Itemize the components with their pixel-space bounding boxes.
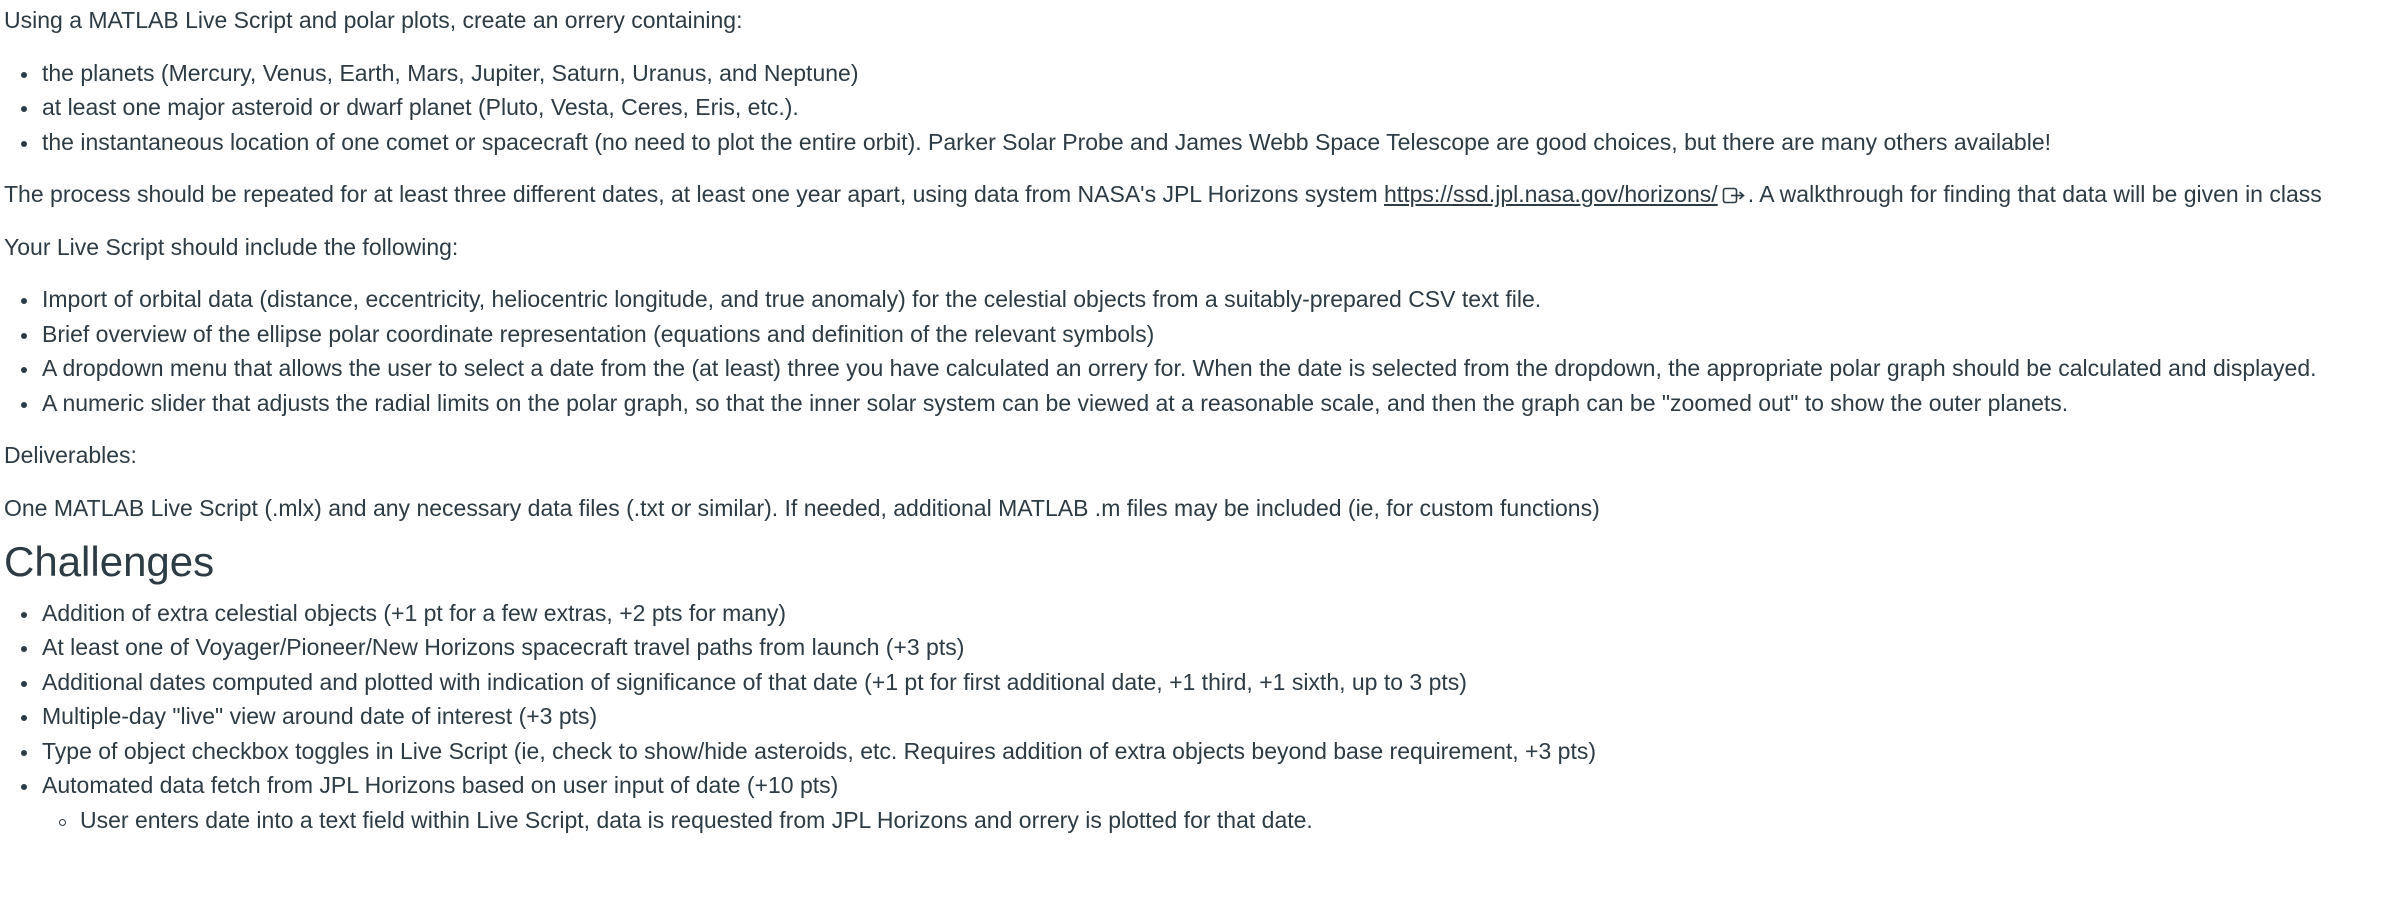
list-item: Multiple-day "live" view around date of interest (+3 pts) — [42, 699, 2394, 734]
list-item: the planets (Mercury, Venus, Earth, Mars, Jupiter, Saturn, Uranus, and Neptune) — [42, 56, 2394, 91]
list-item: Addition of extra celestial objects (+1 pt for a few extras, +2 pts for many) — [42, 596, 2394, 631]
challenges-heading: Challenges — [4, 538, 215, 585]
list-item: A numeric slider that adjusts the radial limits on the polar graph, so that the inner solar system can be viewed at a reasonable scale, and then the graph can be "zoomed out" to show the outer planets. — [42, 386, 2394, 421]
external-link-icon[interactable] — [1722, 180, 1748, 200]
assignment-content — [4, 0, 2394, 837]
deliverables-label: Deliverables: — [4, 442, 137, 468]
challenge-item-text: Automated data fetch from JPL Horizons based on user input of date (+10 pts) — [42, 772, 839, 799]
list-item: Import of orbital data (distance, eccentricity, heliocentric longitude, and true anomaly) for the celestial objects from a suitably-prepared CSV text file. — [42, 282, 2394, 317]
list-item: Type of object checkbox toggles in Live Script (ie, check to show/hide asteroids, etc. Requires addition of extra objects beyond base requirement, +3 pts) — [42, 734, 2394, 769]
list-item: Brief overview of the ellipse polar coordinate representation (equations and definition of the relevant symbols) — [42, 317, 2394, 352]
list-item: at least one major asteroid or dwarf planet (Pluto, Vesta, Ceres, Eris, etc.). — [42, 90, 2394, 125]
intro-text: Using a MATLAB Live Script and polar plots, create an orrery containing: — [4, 7, 743, 33]
list-item — [42, 768, 2394, 837]
list-item: the instantaneous location of one comet or spacecraft (no need to plot the entire orbit). Parker Solar Probe and James Webb Space Telescope are good choices, but there are many others available! — [42, 125, 2394, 160]
process-text-after: . A walkthrough for finding that data will be given in class — [1747, 181, 2322, 207]
horizons-link[interactable]: https://ssd.jpl.nasa.gov/horizons/ — [1384, 181, 1718, 207]
list-item: Additional dates computed and plotted with indication of significance of that date (+1 pt for first additional date, +1 third, +1 sixth, up to 3 pts) — [42, 665, 2394, 700]
challenge-sublist — [42, 803, 2394, 838]
list-item: At least one of Voyager/Pioneer/New Horizons spacecraft travel paths from launch (+3 pts) — [42, 630, 2394, 665]
process-paragraph — [4, 177, 2394, 212]
list-item: A dropdown menu that allows the user to select a date from the (at least) three you have calculated an orrery for. When the date is selected from the dropdown, the appropriate polar graph should be calculated and displayed. — [42, 351, 2394, 386]
challenges-list — [4, 596, 2394, 838]
include-intro: Your Live Script should include the following: — [4, 233, 459, 260]
include-list — [4, 282, 2394, 420]
deliverables-text: One MATLAB Live Script (.mlx) and any necessary data files (.txt or similar). If needed, additional MATLAB .m files may be included (ie, for custom functions) — [4, 494, 1600, 521]
requirements-list — [4, 56, 2394, 160]
process-text-before: The process should be repeated for at least three different dates, at least one year apart, using data from NASA's JPL Horizons system — [4, 181, 1385, 207]
list-item: User enters date into a text field within Live Script, data is requested from JPL Horizons and orrery is plotted for that date. — [80, 803, 2394, 838]
